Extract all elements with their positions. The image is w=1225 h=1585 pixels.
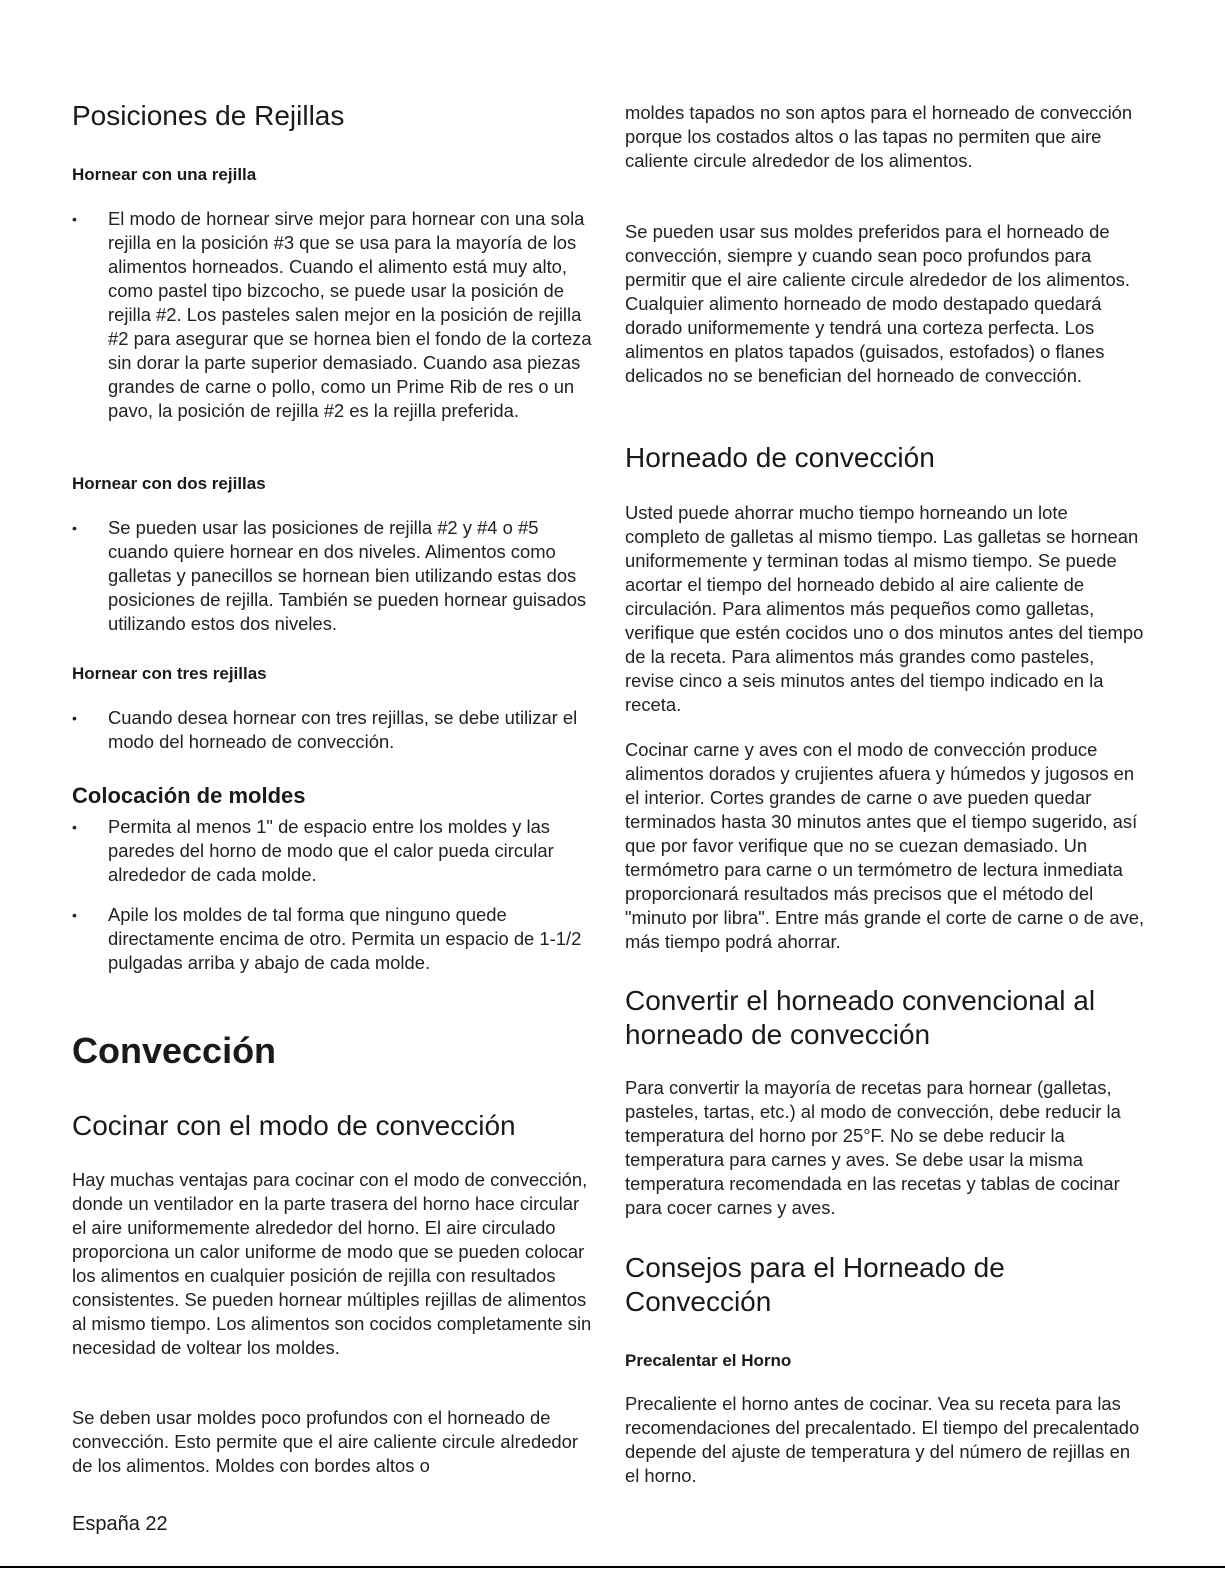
racks-title: Posiciones de Rejillas: [72, 100, 345, 131]
preheat-heading: Precalentar el Horno: [625, 1351, 792, 1370]
one-rack-heading: Hornear con una rejilla: [72, 165, 257, 184]
list-item: • Se pueden usar las posiciones de rejilla #2 y #4 o #5 cuando quiere hornear en dos niveles. Alimentos como galletas y panecillos se hornean bien utilizando estas dos posiciones de rejilla. También se pueden hornear guisados utilizando estos dos niveles.: [72, 516, 592, 636]
three-racks-heading: Hornear con tres rejillas: [72, 664, 267, 683]
three-racks-list: [72, 706, 592, 754]
convection-title: Convección: [72, 1030, 277, 1071]
bake-paragraph-1: Usted puede ahorrar mucho tiempo horneando un lote completo de galletas al mismo tiempo. Las galletas se hornean uniformemente y terminan todas al mismo tiempo. Se puede acortar el tiempo del horneado debido al aire caliente de circulación. Para alimentos más pequeños como galletas, verifique que estén cocidos uno o dos minutos antes del tiempo de la receta. Para alimentos más grandes como pasteles, revise cinco a seis minutos antes del tiempo indicado en la receta.: [625, 502, 1144, 715]
two-racks-list: [72, 516, 592, 636]
pans-list: [72, 815, 592, 975]
page-footer: España 22: [72, 1513, 168, 1535]
bake-title: Horneado de convección: [625, 442, 935, 473]
one-rack-list: [72, 207, 592, 423]
two-racks-heading: Hornear con dos rejillas: [72, 474, 266, 493]
convert-title: Convertir el horneado convencional al horneado de convección: [625, 985, 1096, 1050]
convert-paragraph: Para convertir la mayoría de recetas para hornear (galletas, pasteles, tartas, etc.) al modo de convección, debe reducir la temperatura del horno por 25°F. No se debe reducir la temperatura para carnes y aves. Se debe usar la misma temperatura recomendada en las recetas y tablas de cocinar para cocer carnes y aves.: [625, 1077, 1121, 1218]
cook-paragraph-2: Se deben usar moldes poco profundos con el horneado de convección. Esto permite que el aire caliente circule alrededor de los alimentos. Moldes con bordes altos o: [72, 1407, 579, 1476]
list-item: • Apile los moldes de tal forma que ninguno quede directamente encima de otro. Permita un espacio de 1-1/2 pulgadas arriba y abajo de cada molde.: [72, 903, 592, 975]
bottom-rule: [0, 1566, 1225, 1568]
bake-paragraph-2: Cocinar carne y aves con el modo de convección produce alimentos dorados y crujientes afuera y húmedos y jugosos en el interior. Cortes grandes de carne o ave pueden quedar terminados hasta 30 minutos antes que el tiempo sugerido, así que por favor verifique que no se cuezan demasiado. Un termómetro para carne o un termómetro de lectura inmediata proporcionará resultados más precisos que el método del "minuto por libra". Entre más grande el corte de carne o de ave, más tiempo podrá ahorrar.: [625, 739, 1145, 952]
list-item: • Cuando desea hornear con tres rejillas, se debe utilizar el modo del horneado de convección.: [72, 706, 592, 754]
list-item: • Permita al menos 1" de espacio entre los moldes y las paredes del horno de modo que el calor pueda circular alrededor de cada molde.: [72, 815, 592, 887]
continued-paragraph: moldes tapados no son aptos para el horneado de convección porque los costados altos o las tapas no permiten que aire caliente circule alrededor de los alimentos.: [625, 102, 1133, 171]
pans-paragraph: Se pueden usar sus moldes preferidos para el horneado de convección, siempre y cuando sean poco profundos para permitir que el aire caliente circule alrededor de los alimentos. Cualquier alimento horneado de modo destapado quedará dorado uniformemente y tendrá una corteza perfecta. Los alimentos en platos tapados (guisados, estofados) o flanes delicados no se benefician del horneado de convección.: [625, 221, 1130, 386]
pans-heading: Colocación de moldes: [72, 783, 306, 808]
list-item: • El modo de hornear sirve mejor para hornear con una sola rejilla en la posición #3 que se usa para la mayoría de los alimentos horneados. Cuando el alimento está muy alto, como pastel tipo bizcocho, se puede usar la posición de rejilla #2. Los pasteles salen mejor en la posición de rejilla #2 para asegurar que se hornea bien el fondo de la corteza sin dorar la parte superior demasiado. Cuando asa piezas grandes de carne o pollo, como un Prime Rib de res o un pavo, la posición de rejilla #2 es la rejilla preferida.: [72, 207, 592, 423]
cook-paragraph-1: Hay muchas ventajas para cocinar con el modo de convección, donde un ventilador en la parte trasera del horno hace circular el aire uniformemente alrededor del horno. El aire circulado proporciona un calor uniforme de modo que se pueden colocar los alimentos en cualquier posición de rejilla con resultados consistentes. Se pueden hornear múltiples rejillas de alimentos al mismo tiempo. Los alimentos son cocidos completamente sin necesidad de voltear los moldes.: [72, 1169, 592, 1358]
cook-convection-title: Cocinar con el modo de convección: [72, 1110, 516, 1141]
preheat-paragraph: Precaliente el horno antes de cocinar. Vea su receta para las recomendaciones del precalentado. El tiempo del precalentado depende del ajuste de temperatura y del número de rejillas en el horno.: [625, 1393, 1140, 1486]
tips-title: Consejos para el Horneado de Convección: [625, 1252, 1005, 1317]
